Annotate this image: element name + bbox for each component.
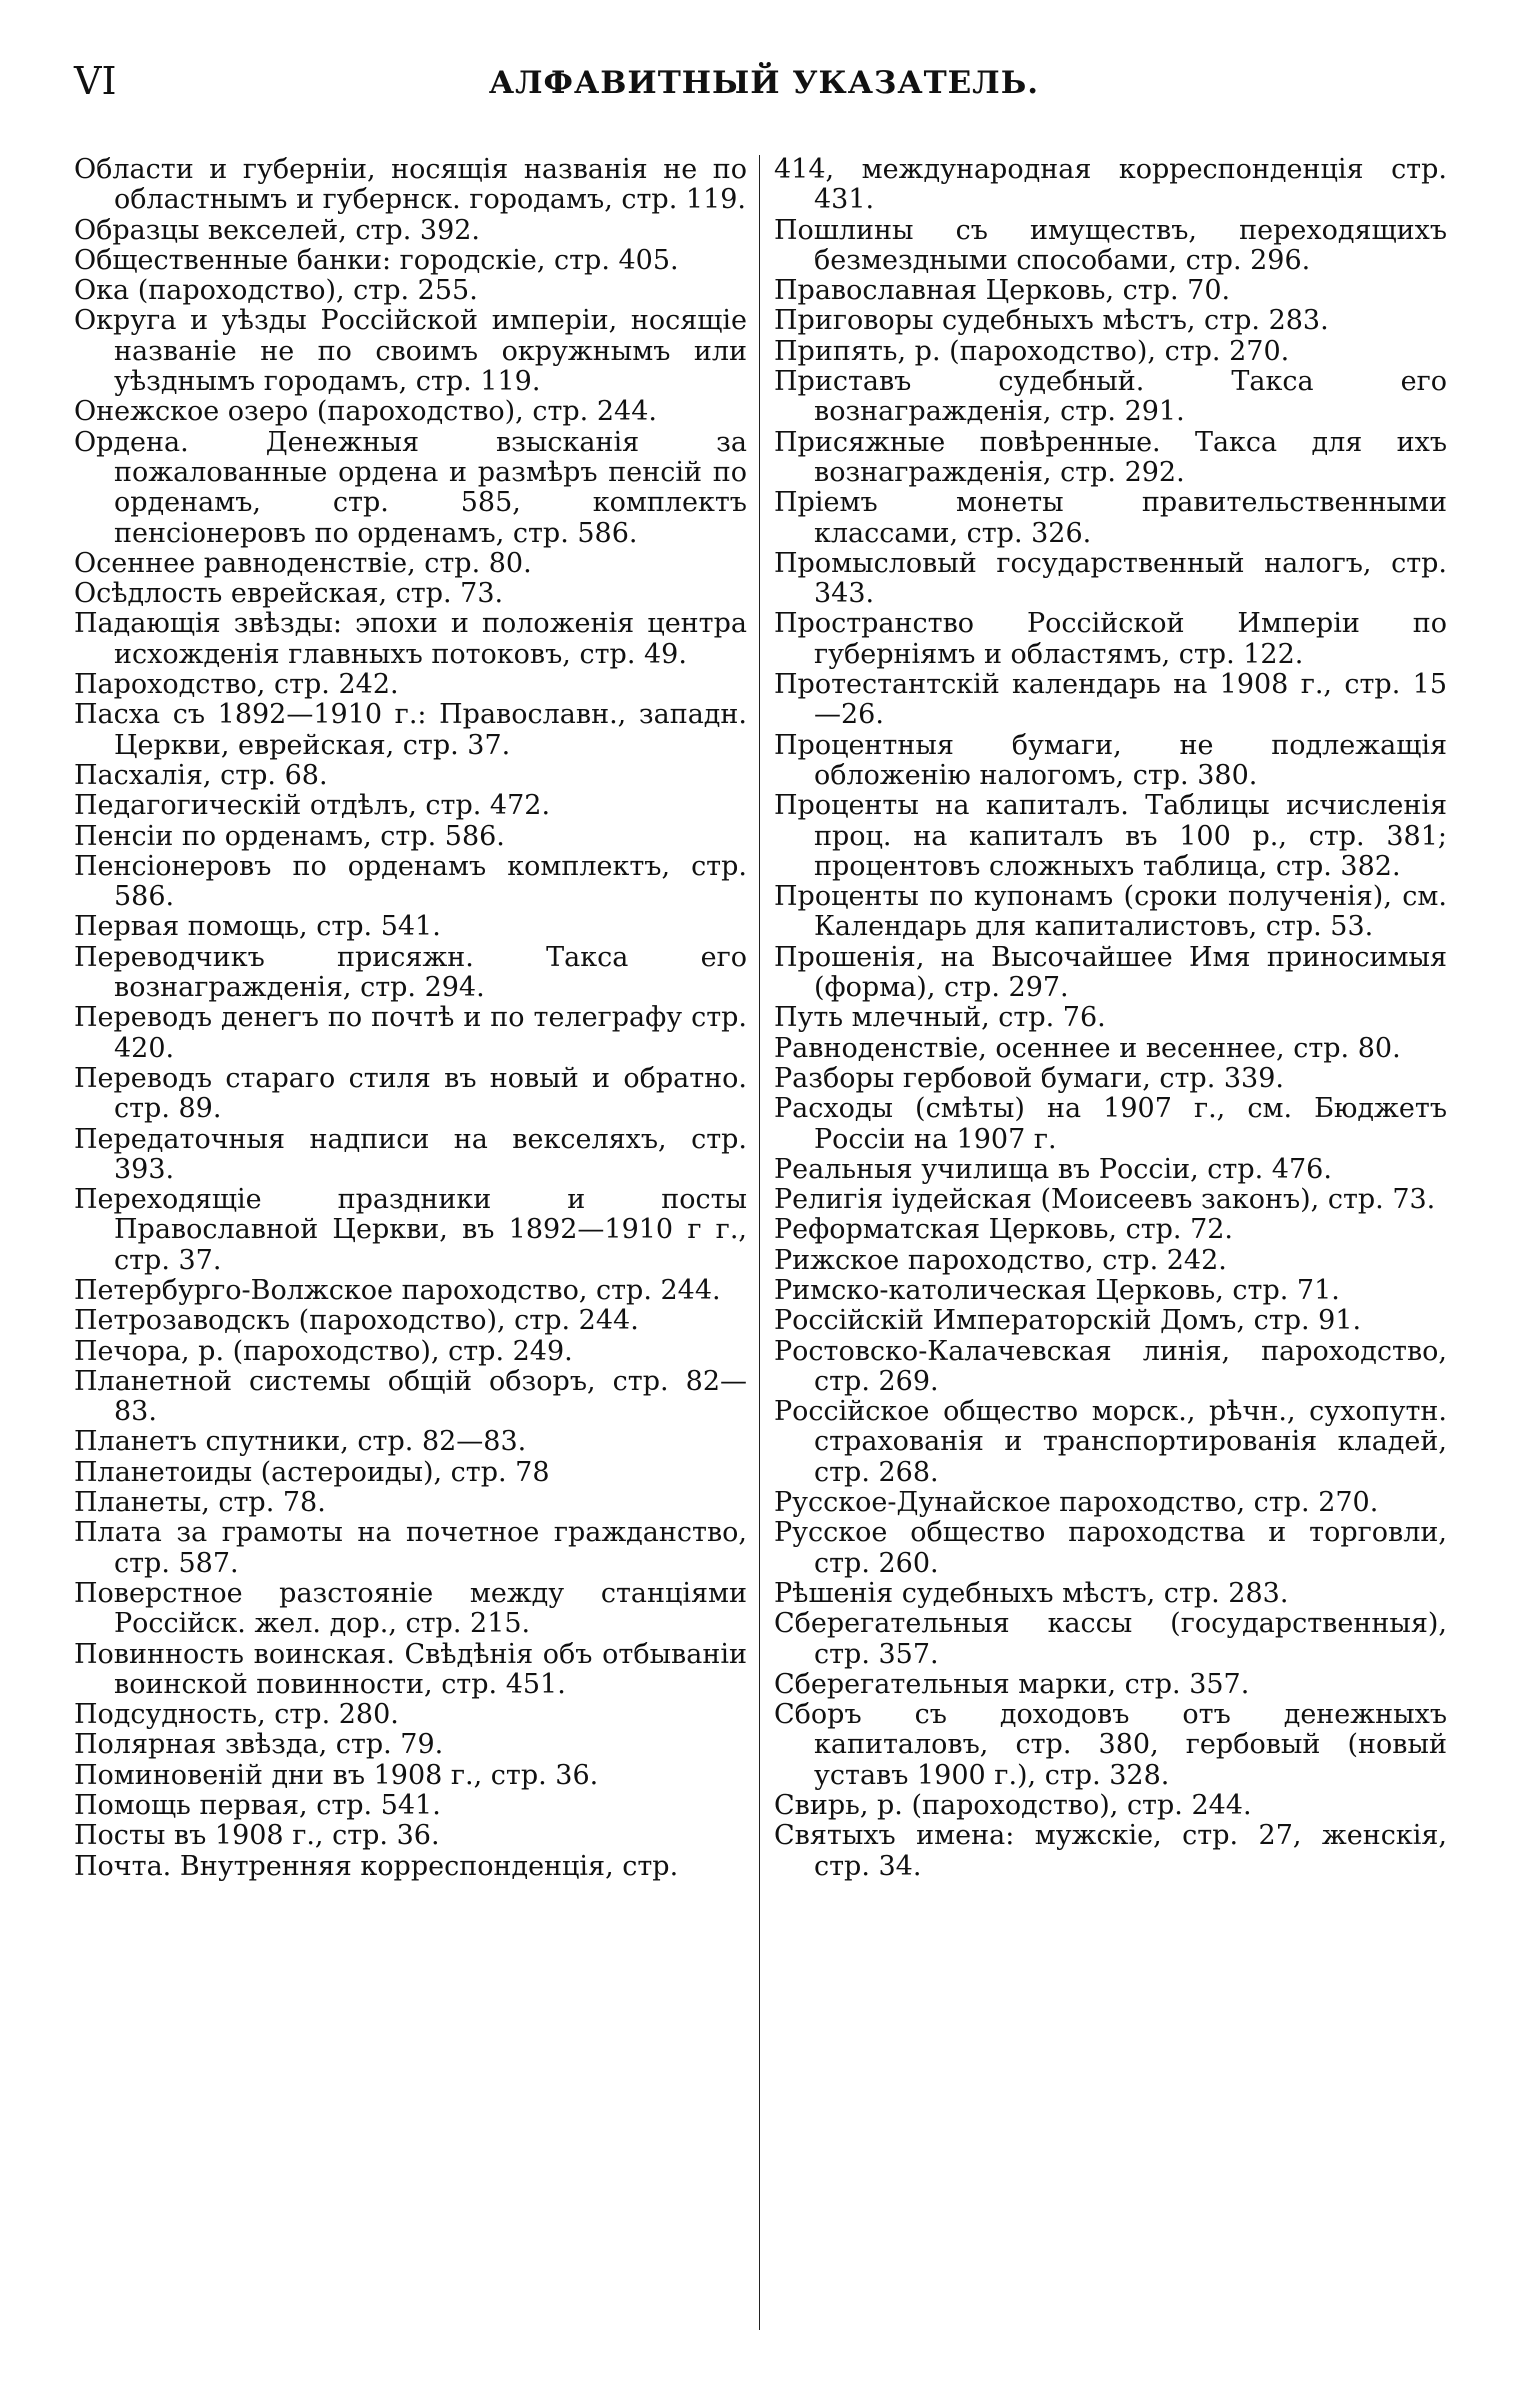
index-entry: Проценты на капиталъ. Таблицы исчисленія проц. на капиталъ въ 100 р., стр. 381; процентовъ сложныхъ таблица, стр. 382.: [774, 790, 1447, 882]
index-entry: Православная Церковь, стр. 70.: [774, 275, 1231, 307]
index-entry: Пароходство, стр. 242.: [74, 669, 399, 701]
index-entry: Русское-Дунайское пароходство, стр. 270.: [774, 1487, 1379, 1519]
index-entry: Рижское пароходство, стр. 242.: [774, 1244, 1227, 1276]
index-entry: Пріемъ монеты правительственными классами, стр. 326.: [774, 487, 1447, 549]
index-entry: Приговоры судебныхъ мѣстъ, стр. 283.: [774, 305, 1329, 337]
index-entry: Падающія звѣзды: эпохи и положенія центра исхожденія главныхъ потоковъ, стр. 49.: [74, 608, 747, 670]
index-entry: Разборы гербовой бумаги, стр. 339.: [774, 1062, 1284, 1094]
index-entry: Поминовеній дни въ 1908 г., стр. 36.: [74, 1759, 599, 1791]
index-entry: Пенсіи по орденамъ, стр. 586.: [74, 820, 505, 852]
index-entry: Планетоиды (астероиды), стр. 78: [74, 1456, 550, 1488]
index-entry: Педагогическій отдѣлъ, стр. 472.: [74, 790, 551, 822]
index-entry: Рѣшенія судебныхъ мѣстъ, стр. 283.: [774, 1577, 1289, 1609]
index-entry: 414, международная корреспонденція стр. 431.: [774, 154, 1447, 216]
index-entry: Сборъ съ доходовъ отъ денежныхъ капиталовъ, стр. 380, гербовый (новый уставъ 1900 г.), стр. 328.: [774, 1699, 1447, 1791]
index-entry: Россійское общество морск., рѣчн., сухопутн. страхованія и транспортированія кладей, стр. 268.: [774, 1396, 1447, 1488]
index-column-right: [774, 155, 1447, 1882]
index-entry: Планетъ спутники, стр. 82—83.: [74, 1426, 527, 1458]
index-entry: Пасхалія, стр. 68.: [74, 759, 328, 791]
running-title: АЛФАВИТНЫЙ УКАЗАТЕЛЬ.: [488, 65, 1040, 101]
index-entry: Присяжные повѣренные. Такса для ихъ вознагражденія, стр. 292.: [774, 426, 1447, 488]
index-column-left: [74, 155, 747, 1882]
index-entry: Пасха съ 1892—1910 г.: Православн., западн. Церкви, еврейская, стр. 37.: [74, 699, 747, 761]
index-entry: Припять, р. (пароходство), стр. 270.: [774, 335, 1290, 367]
index-entry: Переводчикъ присяжн. Такса его вознагражденія, стр. 294.: [74, 941, 747, 1004]
index-entry: Ростовско-Калачевская линія, пароходство, стр. 269.: [774, 1335, 1447, 1397]
index-entry: Равноденствіе, осеннее и весеннее, стр. 80.: [774, 1032, 1401, 1064]
index-entry: Онежское озеро (пароходство), стр. 244.: [74, 396, 657, 428]
index-entry: Реальныя училища въ Россіи, стр. 476.: [774, 1153, 1332, 1185]
index-entry: Путь млечный, стр. 76.: [774, 1002, 1106, 1034]
index-entry: Русское общество пароходства и торговли, стр. 260.: [774, 1517, 1447, 1579]
index-entry: Планетной системы общій обзоръ, стр. 82—83.: [74, 1365, 747, 1428]
index-entry: Римско-католическая Церковь, стр. 71.: [774, 1274, 1340, 1306]
index-entry: Протестантскій календарь на 1908 г., стр. 15—26.: [774, 669, 1447, 731]
index-entry: Полярная звѣзда, стр. 79.: [74, 1729, 444, 1761]
index-entry: Осѣдлость еврейская, стр. 73.: [74, 578, 504, 610]
index-entry: Реформатская Церковь, стр. 72.: [774, 1214, 1234, 1246]
index-entry: Области и губерніи, носящія названія не по областнымъ и губернск. городамъ, стр. 119.: [74, 154, 747, 216]
index-entry: Приставъ судебный. Такса его вознагражденія, стр. 291.: [774, 366, 1447, 428]
column-divider: [759, 155, 760, 2330]
index-entry: Пенсіонеровъ по орденамъ комплектъ, стр. 586.: [74, 850, 747, 913]
page-number: VI: [74, 59, 117, 103]
index-entry: Сберегательныя марки, стр. 357.: [774, 1668, 1250, 1700]
index-entry: Повинность воинская. Свѣдѣнія объ отбываніи воинской повинности, стр. 451.: [74, 1638, 747, 1700]
index-entry: Сберегательныя кассы (государственныя), стр. 357.: [774, 1608, 1447, 1670]
index-entry: Расходы (смѣты) на 1907 г., см. Бюджетъ Россіи на 1907 г.: [774, 1093, 1447, 1155]
page-header: [74, 50, 1454, 110]
index-entry: Прошенія, на Высочайшее Имя приносимыя (форма), стр. 297.: [774, 941, 1447, 1004]
index-entry: Планеты, стр. 78.: [74, 1487, 326, 1519]
index-entry: Поверстное разстояніе между станціями Россійск. жел. дор., стр. 215.: [74, 1577, 747, 1640]
index-entry: Промысловый государственный налогъ, стр. 343.: [774, 547, 1447, 610]
index-entry: Первая помощь, стр. 541.: [74, 911, 441, 943]
index-entry: Осеннее равноденствіе, стр. 80.: [74, 547, 532, 579]
index-entry: Общественные банки: городскіе, стр. 405.: [74, 244, 679, 276]
index-entry: Плата за грамоты на почетное гражданство, стр. 587.: [74, 1517, 747, 1579]
index-entry: Проценты по купонамъ (сроки полученія), см. Календарь для капиталистовъ, стр. 53.: [774, 881, 1447, 943]
index-entry: Пространство Россійской Имперіи по губерніямъ и областямъ, стр. 122.: [774, 608, 1447, 670]
index-entry: Посты въ 1908 г., стр. 36.: [74, 1820, 440, 1852]
index-entry: Петрозаводскъ (пароходство), стр. 244.: [74, 1305, 639, 1337]
index-entry: Печора, р. (пароходство), стр. 249.: [74, 1335, 573, 1367]
index-entry: Петербурго-Волжское пароходство, стр. 244.: [74, 1274, 721, 1306]
index-entry: Религія іудейская (Моисеевъ законъ), стр. 73.: [774, 1184, 1436, 1216]
index-entry: Свирь, р. (пароходство), стр. 244.: [774, 1790, 1252, 1822]
index-entry: Подсудность, стр. 280.: [74, 1699, 399, 1731]
index-entry: Переводъ стараго стиля въ новый и обратно. стр. 89.: [74, 1062, 747, 1125]
index-entry: Переводъ денегъ по почтѣ и по телеграфу стр. 420.: [74, 1002, 747, 1064]
index-entry: Ока (пароходство), стр. 255.: [74, 275, 478, 307]
index-entry: Помощь первая, стр. 541.: [74, 1790, 441, 1822]
index-entry: Россійскій Императорскій Домъ, стр. 91.: [774, 1305, 1362, 1337]
index-entry: Почта. Внутренняя корреспонденція, стр.: [74, 1850, 679, 1882]
index-entry: Передаточныя надписи на векселяхъ, стр. 393.: [74, 1123, 747, 1185]
index-entry: Переходящіе праздники и посты Православной Церкви, въ 1892—1910 г г., стр. 37.: [74, 1184, 747, 1276]
index-entry: Образцы векселей, стр. 392.: [74, 214, 481, 246]
index-entry: Процентныя бумаги, не подлежащія обложенію налогомъ, стр. 380.: [774, 729, 1447, 791]
index-entry: Ордена. Денежныя взысканія за пожалованные ордена и размѣръ пенсій по орденамъ, стр. 585, комплектъ пенсіонеровъ по орденамъ, стр. 586.: [74, 426, 747, 549]
index-entry: Округа и уѣзды Россійской имперіи, носящіе названіе не по своимъ окружнымъ или уѣзднымъ городамъ, стр. 119.: [74, 305, 747, 398]
index-entry: Святыхъ имена: мужскіе, стр. 27, женскія, стр. 34.: [774, 1820, 1447, 1882]
index-entry: Пошлины съ имуществъ, переходящихъ безмездными способами, стр. 296.: [774, 214, 1447, 276]
